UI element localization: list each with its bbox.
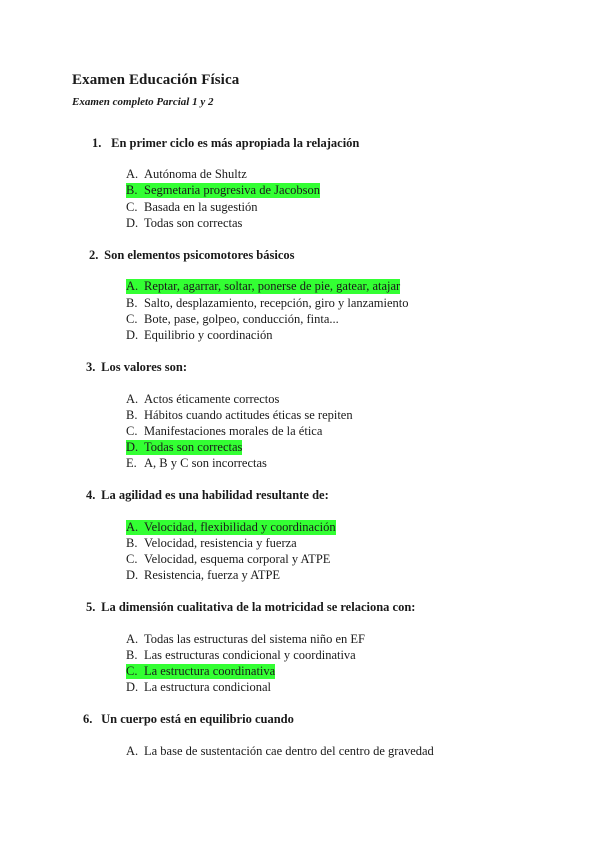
option-text: Manifestaciones morales de la ética (144, 424, 323, 438)
option-4c (126, 552, 330, 567)
option-text: Todas son correctas (144, 440, 243, 454)
question-4 (86, 488, 329, 503)
option-letter: E. (126, 456, 137, 470)
option-text: Velocidad, esquema corporal y ATPE (144, 552, 331, 566)
option-letter: D. (126, 328, 139, 342)
question-number: 6. (83, 712, 93, 726)
option-letter: A. (126, 392, 139, 406)
document-subtitle: Examen completo Parcial 1 y 2 (72, 96, 214, 108)
option-2b (126, 296, 409, 311)
option-text: Las estructuras condicional y coordinativa (144, 648, 356, 662)
question-number: 4. (86, 488, 96, 502)
option-2d (126, 328, 272, 343)
document-title: Examen Educación Física (72, 72, 240, 88)
question-text: La agilidad es una habilidad resultante de: (101, 488, 329, 502)
question-1 (92, 136, 359, 151)
question-text: En primer ciclo es más apropiada la relajación (111, 136, 360, 150)
option-3a (126, 392, 279, 407)
option-text: Segmetaria progresiva de Jacobson (144, 183, 320, 197)
option-1a (126, 167, 247, 182)
option-text: Equilibrio y coordinación (144, 328, 273, 342)
option-3d (126, 440, 242, 455)
option-2a (126, 279, 400, 294)
option-text: La estructura coordinativa (144, 664, 276, 678)
option-letter: D. (126, 680, 139, 694)
option-5b (126, 648, 356, 663)
option-letter: D. (126, 568, 139, 582)
option-letter: B. (126, 648, 138, 662)
question-5 (86, 600, 415, 615)
option-letter: A. (126, 279, 144, 294)
option-text: Salto, desplazamiento, recepción, giro y lanzamiento (144, 296, 409, 310)
question-2 (89, 248, 295, 263)
question-text: Un cuerpo está en equilibrio cuando (101, 712, 294, 726)
option-2c (126, 312, 339, 327)
option-4d (126, 568, 280, 583)
option-text: Resistencia, fuerza y ATPE (144, 568, 281, 582)
question-number: 2. (89, 248, 99, 262)
question-6 (83, 712, 294, 727)
option-text: Bote, pase, golpeo, conducción, finta... (144, 312, 339, 326)
option-text: La base de sustentación cae dentro del centro de gravedad (144, 744, 434, 758)
option-letter: C. (126, 200, 138, 214)
option-6a (126, 744, 434, 759)
option-letter: C. (126, 312, 138, 326)
option-letter: A. (126, 520, 144, 535)
option-letter: A. (126, 167, 139, 181)
option-3b (126, 408, 353, 423)
option-text: Todas las estructuras del sistema niño en EF (144, 632, 365, 646)
option-3c (126, 424, 322, 439)
option-text: A, B y C son incorrectas (144, 456, 267, 470)
option-letter: B. (126, 183, 144, 198)
option-letter: A. (126, 632, 139, 646)
option-5d (126, 680, 271, 695)
option-1d (126, 216, 242, 231)
question-text: Son elementos psicomotores básicos (104, 248, 295, 262)
option-letter: A. (126, 744, 139, 758)
option-1c (126, 200, 258, 215)
option-letter: C. (126, 664, 144, 679)
question-number: 5. (86, 600, 96, 614)
option-5a (126, 632, 365, 647)
option-letter: B. (126, 296, 138, 310)
option-letter: C. (126, 552, 138, 566)
option-text: Autónoma de Shultz (144, 167, 247, 181)
question-text: Los valores son: (101, 360, 188, 374)
question-3 (86, 360, 187, 375)
option-text: Velocidad, resistencia y fuerza (144, 536, 297, 550)
option-text: Velocidad, flexibilidad y coordinación (144, 520, 336, 534)
option-4a (126, 520, 336, 535)
option-letter: B. (126, 408, 138, 422)
option-5c (126, 664, 275, 679)
question-text: La dimensión cualitativa de la motricidad se relaciona con: (101, 600, 416, 614)
option-letter: D. (126, 216, 139, 230)
option-letter: D. (126, 440, 144, 455)
option-1b (126, 183, 320, 198)
option-text: Todas son correctas (144, 216, 243, 230)
question-number: 3. (86, 360, 96, 374)
option-text: La estructura condicional (144, 680, 272, 694)
option-text: Reptar, agarrar, soltar, ponerse de pie, gatear, atajar (144, 279, 401, 293)
option-letter: B. (126, 536, 138, 550)
option-text: Actos éticamente correctos (144, 392, 280, 406)
option-4b (126, 536, 297, 551)
option-3e (126, 456, 267, 471)
option-text: Basada en la sugestión (144, 200, 258, 214)
question-number: 1. (92, 136, 102, 150)
option-text: Hábitos cuando actitudes éticas se repiten (144, 408, 353, 422)
option-letter: C. (126, 424, 138, 438)
